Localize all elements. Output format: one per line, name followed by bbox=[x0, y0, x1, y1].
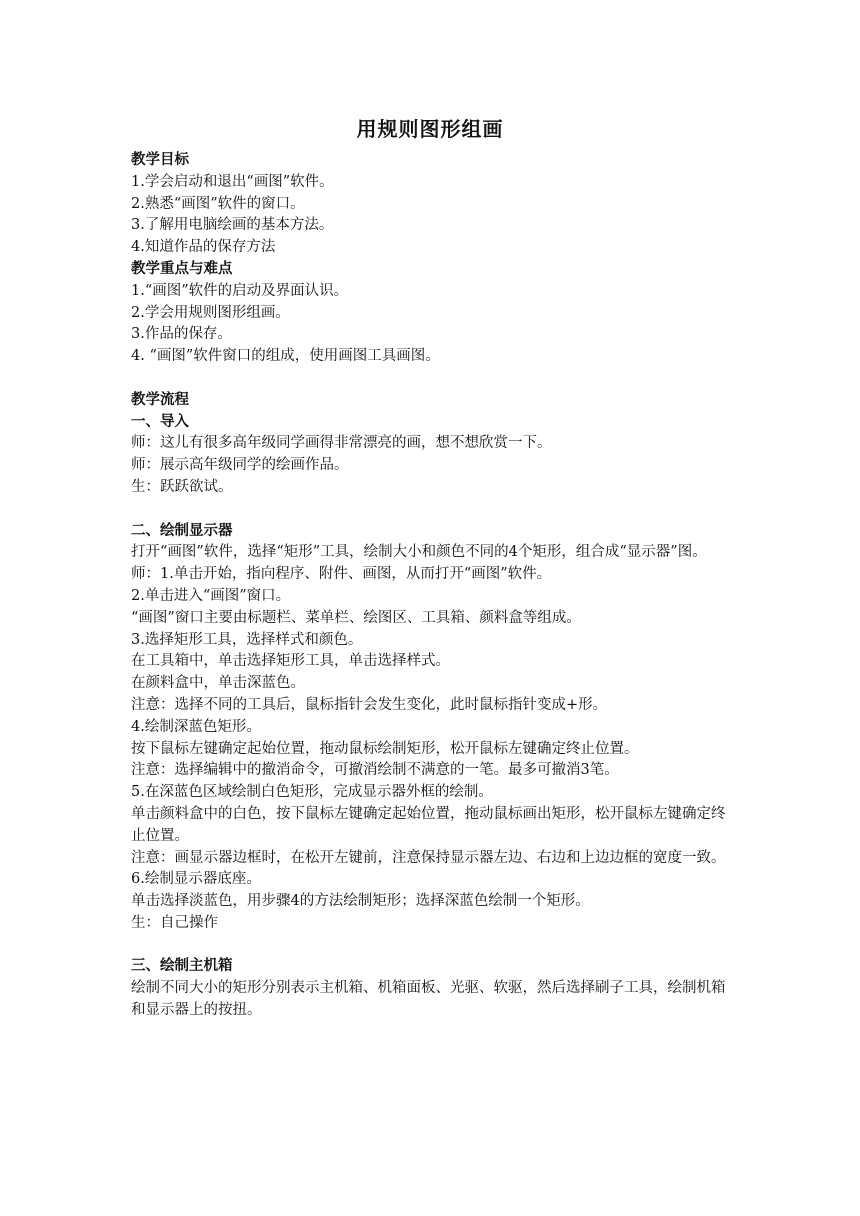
spacer bbox=[131, 368, 731, 390]
paragraph-line: “画图”窗口主要由标题栏、菜单栏、绘图区、工具箱、颜料盒等组成。 bbox=[131, 609, 581, 626]
key-point-item: 1.“画图”软件的启动及界面认识。 bbox=[131, 282, 349, 299]
process-heading: 教学流程 bbox=[131, 391, 189, 408]
objective-item: 2.熟悉“画图”软件的窗口。 bbox=[131, 195, 305, 212]
paragraph-line: 单击选择淡蓝色，用步骤4的方法绘制矩形；选择深蓝色绘制一个矩形。 bbox=[131, 893, 590, 910]
paragraph-line: 4.绘制深蓝色矩形。 bbox=[131, 718, 261, 735]
paragraph-line: 师：展示高年级同学的绘画作品。 bbox=[131, 457, 349, 474]
paragraph-line: 绘制不同大小的矩形分别表示主机箱、机箱面板、光驱、软驱，然后选择刷子工具，绘制机箱和显示器上的按扭。 bbox=[131, 980, 726, 1019]
objective-item: 3.了解用电脑绘画的基本方法。 bbox=[131, 217, 334, 234]
key-point-item: 2.学会用规则图形组画。 bbox=[131, 304, 290, 321]
objective-item: 4.知道作品的保存方法 bbox=[131, 239, 276, 256]
paragraph-line: 6.绘制显示器底座。 bbox=[131, 871, 261, 888]
paragraph-line: 注意：画显示器边框时，在松开左键前，注意保持显示器左边、右边和上边边框的宽度一致。 bbox=[131, 849, 726, 866]
paragraph-line: 生：自己操作 bbox=[131, 914, 218, 931]
paragraph-line: 按下鼠标左键确定起始位置，拖动鼠标绘制矩形，松开鼠标左键确定终止位置。 bbox=[131, 740, 639, 757]
paragraph-line: 在工具箱中，单击选择矩形工具，单击选择样式。 bbox=[131, 653, 450, 670]
paragraph-line: 在颜料盒中，单击深蓝色。 bbox=[131, 675, 305, 692]
document-title: 用规则图形组画 bbox=[356, 117, 504, 141]
paragraph-line: 师：1.单击开始，指向程序、附件、画图，从而打开“画图”软件。 bbox=[131, 566, 552, 583]
paragraph-line: 注意：选择编辑中的撤消命令，可撤消绘制不满意的一笔。最多可撤消3笔。 bbox=[131, 762, 619, 779]
paragraph-line: 3.选择矩形工具，选择样式和颜色。 bbox=[131, 631, 363, 648]
paragraph-line: 打开“画图”软件，选择“矩形”工具，绘制大小和颜色不同的4个矩形，组合成“显示器”图。 bbox=[131, 544, 707, 561]
paragraph-line: 5.在深蓝色区域绘制白色矩形，完成显示器外框的绘制。 bbox=[131, 784, 493, 801]
paragraph-line: 注意：选择不同的工具后，鼠标指针会发生变化，此时鼠标指针变成+形。 bbox=[131, 696, 608, 713]
spacer bbox=[131, 499, 731, 521]
paragraph-line: 生：跃跃欲试。 bbox=[131, 478, 233, 495]
objectives-heading: 教学目标 bbox=[131, 152, 189, 168]
objective-item: 1.学会启动和退出“画图”软件。 bbox=[131, 173, 334, 190]
key-points-heading: 教学重点与难点 bbox=[131, 260, 233, 277]
paragraph-line: 2.单击进入“画图”窗口。 bbox=[131, 587, 291, 604]
spacer bbox=[131, 935, 731, 957]
document-body bbox=[131, 150, 731, 1022]
key-point-item: 4. “画图”软件窗口的组成，使用画图工具画图。 bbox=[131, 348, 440, 365]
paragraph-line: 师：这儿有很多高年级同学画得非常漂亮的画，想不想欣赏一下。 bbox=[131, 435, 552, 452]
section-heading-monitor: 二、绘制显示器 bbox=[131, 522, 233, 539]
section-heading-intro: 一、导入 bbox=[131, 413, 189, 430]
paragraph-line: 单击颜料盒中的白色，按下鼠标左键确定起始位置，拖动鼠标画出矩形，松开鼠标左键确定终止位置。 bbox=[131, 805, 726, 844]
section-heading-case: 三、绘制主机箱 bbox=[131, 958, 233, 975]
key-point-item: 3.作品的保存。 bbox=[131, 326, 232, 343]
